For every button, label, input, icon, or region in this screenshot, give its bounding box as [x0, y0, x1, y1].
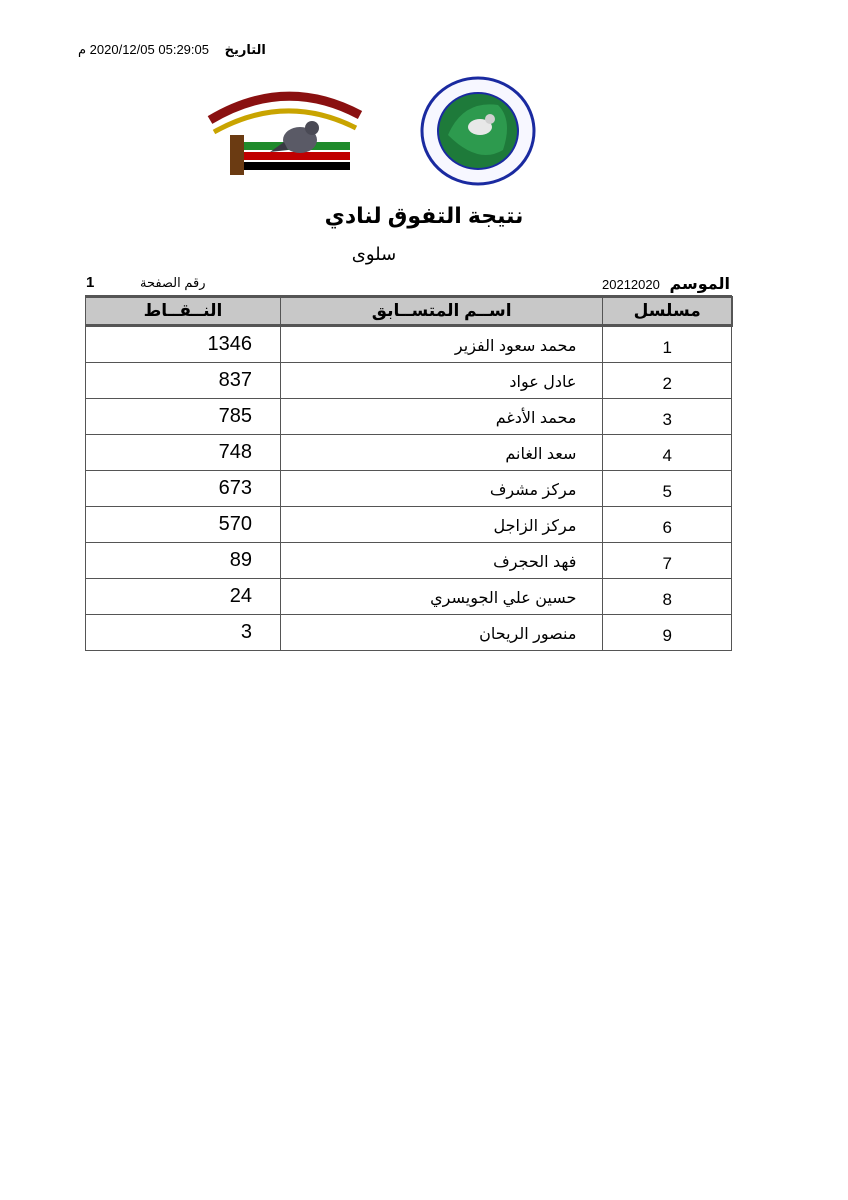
table-row — [86, 579, 732, 615]
row-serial: 4 — [603, 435, 732, 471]
table-header-row — [86, 297, 732, 326]
table-row — [86, 435, 732, 471]
row-serial: 3 — [603, 399, 732, 435]
table-row — [86, 507, 732, 543]
report-title: نتيجة التفوق لنادي — [324, 203, 524, 228]
row-points: 748 — [86, 435, 281, 471]
header-name: اســم المتســابق — [281, 297, 603, 326]
season-info — [602, 274, 730, 294]
date-label: التاريخ — [224, 42, 266, 57]
row-name: حسين علي الجويسري — [281, 579, 603, 615]
row-points: 673 — [86, 471, 281, 507]
row-name: مركز الزاجل — [281, 507, 603, 543]
table-row — [86, 363, 732, 399]
table-row — [86, 399, 732, 435]
table-row — [86, 543, 732, 579]
page-number-label: رقم الصفحة — [139, 275, 206, 290]
row-serial: 9 — [603, 615, 732, 651]
row-serial: 6 — [603, 507, 732, 543]
date-value: 05:29:05 2020/12/05 م — [78, 42, 209, 57]
row-name: مركز مشرف — [281, 471, 603, 507]
table-row — [86, 326, 732, 363]
row-name: منصور الريحان — [281, 615, 603, 651]
club-name — [0, 244, 848, 265]
row-points: 1346 — [86, 326, 281, 363]
header-points: النــقــاط — [86, 297, 281, 326]
row-points: 89 — [86, 543, 281, 579]
club-name-text: سلوى — [351, 244, 397, 264]
header-serial: مسلسل — [603, 297, 732, 326]
results-table — [85, 295, 732, 651]
row-points: 837 — [86, 363, 281, 399]
row-serial: 8 — [603, 579, 732, 615]
row-serial: 7 — [603, 543, 732, 579]
row-points: 24 — [86, 579, 281, 615]
table-row — [86, 615, 732, 651]
row-serial: 1 — [603, 326, 732, 363]
page-number: 1 — [86, 274, 95, 291]
table-row — [86, 471, 732, 507]
row-name: فهد الحجرف — [281, 543, 603, 579]
row-points: 785 — [86, 399, 281, 435]
page-number-info — [86, 274, 206, 291]
row-name: عادل عواد — [281, 363, 603, 399]
row-points: 570 — [86, 507, 281, 543]
federation-seal-icon — [418, 75, 538, 187]
season-value: 20212020 — [602, 277, 660, 292]
row-name: محمد الأدغم — [281, 399, 603, 435]
row-points: 3 — [86, 615, 281, 651]
club-logo-pigeon-icon — [200, 80, 370, 185]
row-name: محمد سعود الفزير — [281, 326, 603, 363]
report-date — [78, 42, 266, 58]
season-label: الموسم — [669, 276, 730, 293]
row-serial: 2 — [603, 363, 732, 399]
row-name: سعد الغانم — [281, 435, 603, 471]
row-serial: 5 — [603, 471, 732, 507]
